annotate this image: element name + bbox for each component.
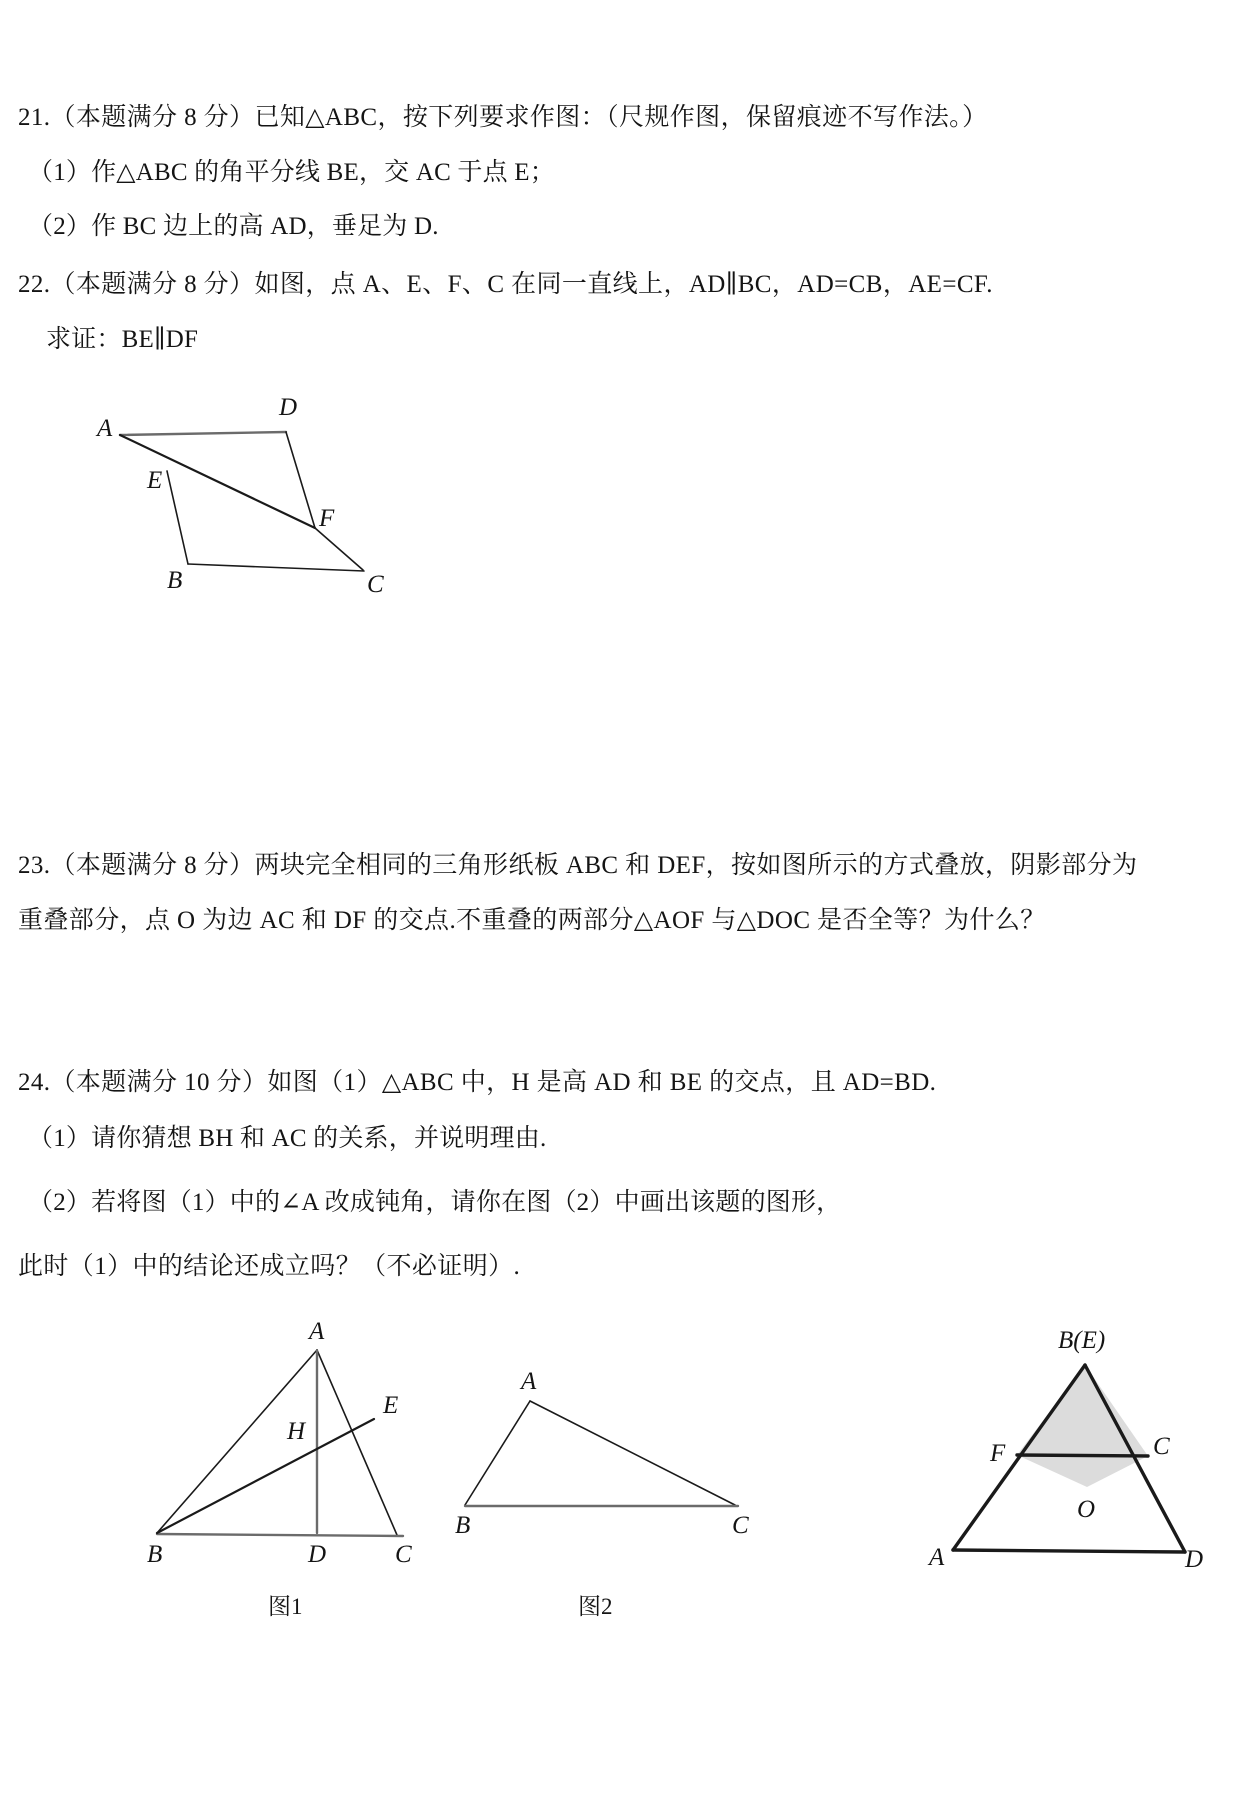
segment-AD	[120, 432, 286, 435]
segment-FC	[315, 528, 363, 570]
figure-q22-label-D: D	[279, 394, 298, 421]
figure-q23-label-BE: B(E)	[1058, 1327, 1106, 1354]
figure-2-label-A: A	[521, 1368, 537, 1395]
q23-line-1: 23.（本题满分 8 分）两块完全相同的三角形纸板 ABC 和 DEF，按如图所示的方式叠放，阴影部分为	[18, 852, 1138, 879]
q23-line-2: 重叠部分，点 O 为边 AC 和 DF 的交点.不重叠的两部分△AOF 与△DOC 是否全等？为什么？	[18, 907, 1046, 934]
shaded-overlap-region	[1017, 1365, 1148, 1487]
figure-q22-label-B: B	[167, 567, 183, 594]
figure-q23-label-C: C	[1153, 1433, 1170, 1460]
figure-1-label-C: C	[395, 1541, 412, 1568]
figure-1-label-H: H	[287, 1418, 306, 1445]
segment-AB	[465, 1401, 530, 1505]
figure-2-svg	[455, 1315, 755, 1545]
q21-line-2: （1）作△ABC 的角平分线 BE，交 AC 于点 E；	[28, 159, 555, 186]
segment-BC	[157, 1534, 403, 1536]
q22-line-1: 22.（本题满分 8 分）如图，点 A、E、F、C 在同一直线上，AD∥BC，AD=CB，AE=CF.	[18, 271, 993, 298]
figure-1-caption: 图1	[268, 1594, 303, 1619]
segment-EB	[167, 471, 188, 564]
figure-q23-label-O: O	[1077, 1496, 1096, 1523]
figure-q22	[75, 392, 415, 602]
figure-2-caption: 图2	[578, 1594, 613, 1619]
figure-1-label-B: B	[147, 1541, 163, 1568]
q24-line-2: （1）请你猜想 BH 和 AC 的关系，并说明理由.	[28, 1125, 547, 1152]
figure-q22-svg	[75, 392, 415, 602]
figure-2-label-B: B	[455, 1512, 471, 1539]
segment-BC	[188, 564, 364, 571]
segment-AD-baseline	[953, 1550, 1185, 1552]
figure-q22-label-E: E	[147, 467, 163, 494]
q24-line-1: 24.（本题满分 10 分）如图（1）△ABC 中，H 是高 AD 和 BE 的交点，且 AD=BD.	[18, 1069, 937, 1096]
q22-line-2: 求证：BE∥DF	[46, 326, 199, 353]
figure-q23-svg	[845, 1315, 1204, 1573]
figure-2	[455, 1315, 755, 1545]
segment-BE-altitude	[157, 1419, 374, 1533]
q24-line-3: （2）若将图（1）中的∠A 改成钝角，请你在图（2）中画出该题的图形，	[28, 1189, 842, 1216]
figure-1-label-A: A	[309, 1318, 325, 1345]
figure-q23	[845, 1315, 1204, 1573]
figure-q23-label-F: F	[990, 1440, 1006, 1467]
figure-1-svg	[145, 1315, 435, 1568]
q21-line-3: （2）作 BC 边上的高 AD，垂足为 D.	[28, 213, 439, 240]
figure-q22-label-F: F	[319, 505, 335, 532]
q21-line-1: 21.（本题满分 8 分）已知△ABC，按下列要求作图：（尺规作图，保留痕迹不写作法。）	[18, 104, 988, 131]
figure-1-label-E: E	[383, 1392, 399, 1419]
q24-line-4: 此时（1）中的结论还成立吗？（不必证明）.	[18, 1253, 521, 1280]
segment-AC	[530, 1401, 735, 1505]
figure-q23-label-D: D	[1185, 1546, 1204, 1573]
segment-FC	[1017, 1455, 1148, 1456]
segment-DF	[286, 432, 315, 528]
figure-1	[145, 1315, 435, 1568]
figure-2-label-C: C	[732, 1512, 749, 1539]
figure-q22-label-A: A	[97, 415, 113, 442]
figure-q22-label-C: C	[367, 571, 384, 598]
figure-q23-label-A: A	[929, 1544, 945, 1571]
figure-1-label-D: D	[308, 1541, 327, 1568]
